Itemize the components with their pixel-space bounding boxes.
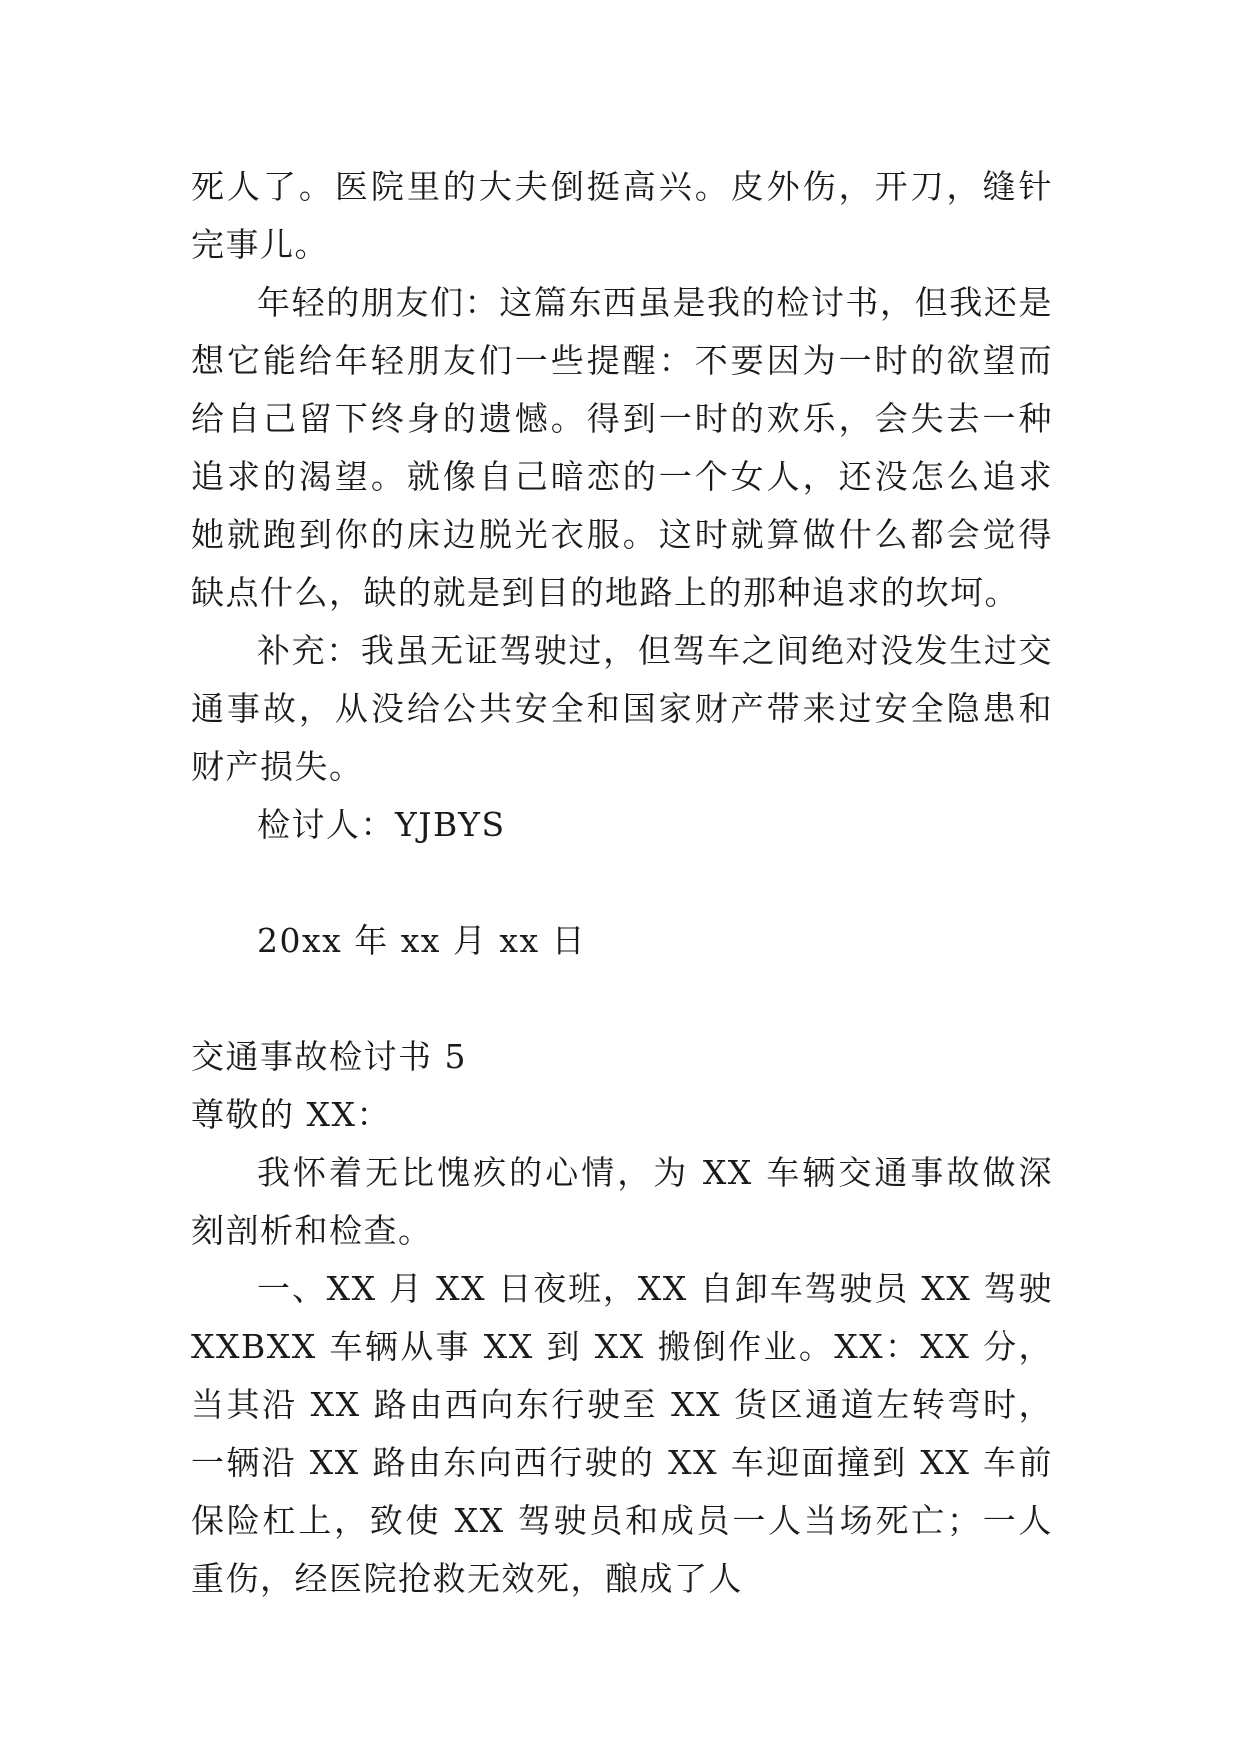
paragraph-hospital: 死人了。医院里的大夫倒挺高兴。皮外伤，开刀，缝针完事儿。 — [191, 167, 1053, 264]
paragraph-intro: 我怀着无比愧疚的心情，为 XX 车辆交通事故做深刻剖析和检查。 — [191, 1153, 1053, 1250]
signature-line: 检讨人：YJBYS — [257, 805, 506, 844]
paragraph-advice: 年轻的朋友们：这篇东西虽是我的检讨书，但我还是想它能给年轻朋友们一些提醒：不要因为一时的欲望而给自己留下终身的遗憾。得到一时的欢乐，会失去一种追求的渴望。就像自己暗恋的一个女人，还没怎么追求她就跑到你的床边脱光衣服。这时就算做什么都会觉得缺点什么，缺的就是到目的地路上的那种追求的坎坷。 — [191, 283, 1053, 612]
date-line: 20xx 年 xx 月 xx 日 — [257, 921, 587, 960]
document-body — [191, 158, 1053, 1608]
paragraph-incident: 一、XX 月 XX 日夜班，XX 自卸车驾驶员 XX 驾驶 XXBXX 车辆从事 XX 到 XX 搬倒作业。XX：XX 分，当其沿 XX 路由西向东行驶至 XX 货区通道左转弯时，一辆沿 XX 路由东向西行驶的 XX 车迎面撞到 XX 车前保险杠上，致使 XX 驾驶员和成员一人当场死亡；一人重伤，经医院抢救无效死，酿成了人 — [191, 1269, 1053, 1598]
paragraph-supplement: 补充：我虽无证驾驶过，但驾车之间绝对没发生过交通事故，从没给公共安全和国家财产带来过安全隐患和财产损失。 — [191, 631, 1053, 786]
salutation: 尊敬的 XX： — [191, 1095, 391, 1134]
section-title: 交通事故检讨书 5 — [191, 1037, 467, 1076]
